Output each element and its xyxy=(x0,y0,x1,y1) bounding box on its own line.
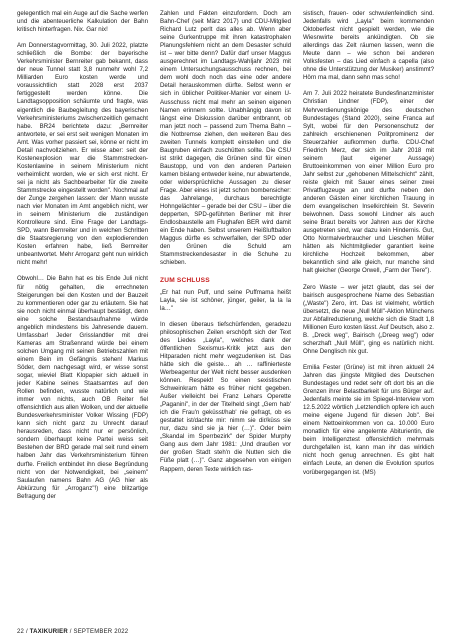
paragraph: gelegentlich mal ein Auge auf die Sache werfen und die abenteuerliche Kalkulation der Bahn kritisch hinterfragen. Nix. Gar nix! xyxy=(17,10,148,34)
paragraph: In diesen überaus tiefschürfenden, geradezu philosophischen Zeilen erschöpft sich der Text des Liedes „Layla", welches dank der öffentlichen Sexismus-Kritik jetzt aus den Hitparaden nicht mehr wegzudenken ist. Das hätte sich die geiste… ah … raffinierteste Werbeagentur der Welt nicht besser ausdenken können. Respekt! So einen sexistischen Schweinkram hätte es früher nicht gegeben. Außer vielleicht bei Franz Lehars Operette „Paganini", in der der Titelheld singt „Gern hab' ich die Frau'n geküsst/hab' nie gefragt, ob es gestattet ist/dachte mir: nimm sie dir/küss sie nur, dazu sind sie ja hier (…)". Oder beim „Skandal im Sperrbezirk" der Spider Murphy Gang aus dem Jahr 1981: „Und draußen vor der großen Stadt steh'n die Nutten sich die Füße platt (…)". Ganz abgesehen von einigen Rappern, deren Texte wirklich ras- xyxy=(160,320,291,473)
footer-separator: / xyxy=(24,629,30,635)
section-heading: ZUM SCHLUSS xyxy=(160,276,210,284)
paragraph: sistisch, frauen- oder schwulenfeindlich sind. Jedenfalls wird „Layla" beim kommenden Oktoberfest nicht gespielt werden, wie die Wiesnwirte bereits ankündigten. Ob sie allerdings das Zelt räumen lassen, wenn die Meute dann – wie schon bei anderen Volksfesten – das Lied einfach a capella (also ohne die Unterstützung der Musiker) anstimmt? Hörn ma mal, dann sehn mas scho! xyxy=(303,10,434,82)
page-footer xyxy=(17,629,128,635)
paragraph: Am Donnerstagvormittag, 30. Juli 2022, platzte schließlich die Bombe: der bayerische Verkehrsminister Bernreiter gab bekannt, dass der neue Tunnel statt 3,8 nunmehr wohl 7,2 Milliarden Euro kosten werde und voraussichtlich statt 2028 erst 2037 fertiggestellt werden könne. Die Landtagsopposition schäumte und fragte, was eigentlich die Baubegleitung des bayerischen Verkehrsministeriums zwischenzeitlich gemacht habe. BR24 berichtete dazu: „Bernreiter antwortete, er sei erst seit wenigen Monaten im Amt. Was vorher passiert sei, könne er nicht im Detail nachvollziehen. Er wisse aber: seit der Kostenexplosion war die Stammstrecken-Kostenlawine in seinem Ministerium nicht verheimlicht worden, wie er sich erst nicht. Er sei ja nicht als Sachbearbeiter für die zweite Stammstrecke eingestellt worden". Nochmal auf der Zunge zergehen lassen: der Mann wusste nach vier Monaten im Amt angeblich nicht, wer in seinem Ministerium die zuständigen Kontrolleure sind. Eine Frage der Landtags-SPD, wann Bernreiter und in welchen Schritten die Staatsregierung von den explodierenden Kosten erfahren habe, ließ Bernreiter unbeantwortet. Mehr Arroganz geht nun wirklich nicht mehr! xyxy=(17,42,148,267)
paragraph: Obwohl… Die Bahn hat es bis Ende Juli nicht für nötig gehalten, die errechneten Steigerungen bei den Kosten und der Bauzeit zu kommentieren oder gar zu erläutern. Sie hat sie noch nicht einmal überhaupt bestätigt, denn eine solche Bestandsaufnahme würde angeblich mindestens bis Jahresende dauern. Umfassbar! Jeder Grisslandtler mit drei Kameras am Straßenrand würde bei einem solchen Umgang mit seinen Betriebszahlen mit einem Bein im Gefängnis stehen! Markus Söder, dem nachgesagt wird, er wisse sonst sogar, wieviel Blatt Klopapier sich aktuell in jeder Kabine seines Staatsamtes auf den Rollen befinden, wusste natürlich und wie immer von nichts, auch OB Reiter fiel offensichtlich aus allen Wolken, und der aktuelle Bundesverkehrsminister Volker Wissing (FDP) kann sich nicht ganz zu Unrecht darauf herausreden, dass nicht nur er persönlich, sondern überhaupt keine Partei weiss seit Bestehen der BRD gerade mal seit rund einem halben Jahr das Verkehrsministerium führen durfte. Freilich entbindet ihn diese Begründung nicht von der Notwendigkeit, bei „seinem" Saulaufen namens Bahn AG (AG hier als Abkürzung für „Arroganz"!) eine blitzartige Befragung der xyxy=(17,275,148,500)
paragraph: „Er hat nun Puff, und seine Puffmama heißt Layla, sie ist schöner, jünger, geiler, la la la la…" xyxy=(160,288,291,312)
article-column-2 xyxy=(160,10,291,474)
paragraph: Zero Waste – wer jetzt glaubt, das sei der bairisch ausgesprochene Name des Sebastian („Waste") Zero, irrt. Das ist vielmehr, wörtlich übersetzt, die neue „Null Müll"-Aktion Münchens zur Abfallreduzierung, welche sich die Stadt 1,8 Millionen Euro kosten lässt. Auf Deutsch, also z. B. „Dreck weg", Bairisch („Dreeg weg") oder scherzhaft „Null Müll", ging es natürlich nicht. Ohne Denglisch nix gut. xyxy=(303,283,434,355)
page-number: 22 xyxy=(17,629,25,635)
issue-date: / SEPTEMBER 2022 xyxy=(67,629,129,635)
paragraph: Emilia Fester (Grüne) ist mit ihren aktuell 24 Jahren das jüngste Mitglied des Deutschen Bundestages und redet sehr oft dort bis an die Grenzen ihrer Belastbarkeit für uns Bürger auf. Jedenfalls meinte sie im Spiegel-Interview vom 12.5.2022 wörtlich „Letztendlich opfere ich auch meine eigene Jugend für diesen Job". Bei einem Nettoeinkommen von ca. 10.000 Euro monatlich für eine angelernte Abiturientin, die beim Intelligenztest offensichtlich mehrmals durchgefallen ist, kann man ihr das wirklich nicht hoch genug anrechnen. Es gibt halt einfach Leute, an denen die Evolution spurlos vorübergegangen ist. (MS) xyxy=(303,363,434,476)
magazine-name: TAXIKURIER xyxy=(29,629,68,635)
article-column-1 xyxy=(17,10,148,501)
paragraph: Zahlen und Fakten einzufordern. Doch am Bahn-Chef (seit März 2017) und CDU-Mitglied Richard Lutz perlt das alles ab. Wenn aber seine Gurkentruppe mit ihren katastrophalen Planungsfehlern nicht an dem Desaster schuld ist – wer bitte denn? Dafür darf unser Maggus ausgerechnet im Landtags-Wahljahr 2023 mit einem Untersuchungsausschuss rechnen, bei dem wohl doch noch das eine oder andere Detail herauskommen dürfte. Selbst wenn er sich in üblicher Politiker-Manier vor einem U-Ausschuss nicht mal mehr an seinen eigenen Namen erinnern sollte. Unabhängig davon ist längst eine Diskussion darüber entbrannt, ob man jetzt noch – passend zum Thema Bahn – die Notbremse ziehen, den weiteren Bau des zweiten Tunnels komplett einstellen und die Baugruben einfach zuschütten sollte. Die CSU ist strikt dagegen, die Grünen sind für einen Baustopp, und von den anderen Parteien kamen bislang entweder keine, nur abwartende, oder widersprüchliche Aussagen zu dieser Frage. Aber eines ist jetzt schon bombensicher: das Jahrelange, durchaus berechtigte Hohngelächter – gerade bei der CSU – über die depperten, SPD-geführten Berliner mit ihrer Endlosbaustelle am Flughafen BER wird damit ein Ende haben. Selbst unserem Heißluftballon Maggus dürfte es schwerfallen, der SPD oder den Grünen die Schuld am Stammstreckendesaster in die Schuhe zu schieben. xyxy=(160,10,291,267)
article-column-3 xyxy=(303,10,434,477)
paragraph: Am 7. Juli 2022 heiratete Bundesfinanzminister Christian Lindner (FDP), einer der Mehrverdienungskönige des deutschen Bundestages (Stand 2020), seine Franca auf Sylt, wobei für den Personenschutz der zahlreich erschienenen Politprominenz der Steuerzahler aufkommen durfte. CDU-Chef Friedrich Merz, der sich im Jahr 2018 mit seinem (laut eigener Aussage) Bruttoeinkommen von einer Million Euro pro Jahr selbst zur „gehobenen Mittelschicht" zählt, reiste gleich mit Sauer eines seiner zwei Privatflugzeuge an und durfte neben den anderen Gästen einer kirchlichen Trauung in dem evangelischen Inselkirchlein St. Severin beiwohnen. Dass sowohl Lindner als auch seine Braut bereits vor Jahren aus der Kirche ausgetreten sind, war dazu kein Hindernis. Gut, Otto Normalverbraucher und Lieschen Müller hätten als Nichtmitglieder garantiert keine kirchliche Hochzeit bekommen, aber bekanntlich sind alle gleich, nur manche sind halt gleicher (George Orwell, „Farm der Tiere"). xyxy=(303,90,434,275)
